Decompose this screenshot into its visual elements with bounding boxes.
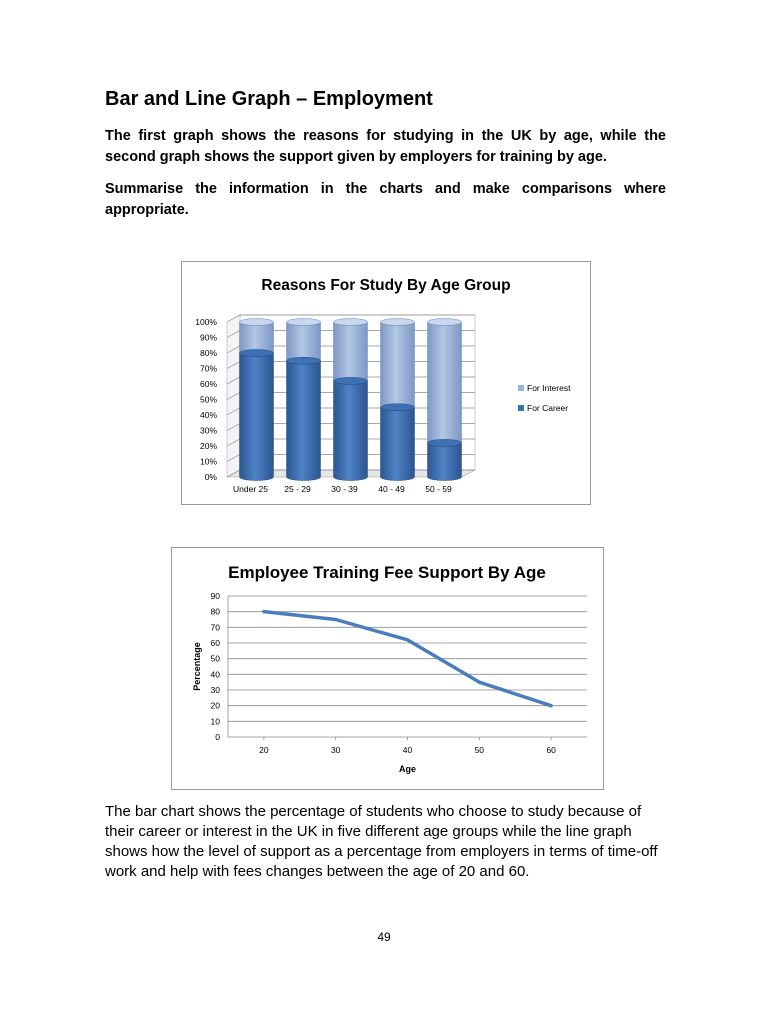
- y-tick-label: 40: [210, 669, 220, 680]
- x-tick-label: 60: [546, 745, 556, 755]
- bar-for-career-50-59: [428, 443, 462, 481]
- y-tick-label: 0: [215, 732, 220, 742]
- task-paragraph: Summarise the information in the charts and make comparisons where appropriate.: [105, 181, 666, 218]
- y-tick-label: 20%: [199, 441, 217, 451]
- x-tick-label: 30 - 39: [331, 484, 358, 494]
- y-tick-label: 60: [210, 638, 220, 648]
- bar-for-interest-top-50-59: [428, 319, 462, 326]
- bar-for-career-40-49: [381, 407, 415, 480]
- data-point: [406, 639, 408, 641]
- x-axis-label: Age: [398, 764, 417, 774]
- bar-for-career-25-29: [287, 361, 321, 481]
- y-tick-label: 90%: [199, 332, 217, 343]
- legend-label-for-interest: For Interest: [527, 383, 571, 393]
- line-chart-canvas: [172, 548, 603, 789]
- chart-title: Employee Training Fee Support By Age: [228, 563, 546, 582]
- legend-swatch-for-interest: [518, 385, 524, 391]
- page-number: 49: [377, 930, 391, 944]
- y-tick-label: 80%: [199, 348, 217, 358]
- page-heading: Bar and Line Graph – Employment: [105, 88, 433, 110]
- data-point: [478, 681, 480, 683]
- bar-for-interest-top-25-29: [287, 319, 321, 326]
- y-tick-label: 100%: [195, 317, 217, 327]
- x-tick-label: 30: [330, 745, 341, 755]
- bar-for-interest-top-under-25: [240, 319, 274, 326]
- x-tick-label: Under 25: [233, 484, 268, 494]
- body-paragraph: The bar chart shows the percentage of students who choose to study because of their career or interest in the UK in five different age groups while the line graph shows how the level of support as a percentage from employers in terms of time-off work and help with fees changes between the age of 20 and 60.: [105, 803, 658, 880]
- bar-for-interest-top-40-49: [381, 319, 415, 326]
- y-tick-label: 40%: [199, 410, 217, 420]
- y-tick-label: 60%: [199, 379, 217, 389]
- y-tick-label: 10%: [199, 456, 217, 467]
- x-tick-label: 25 - 29: [284, 484, 311, 494]
- legend-label-for-career: For Career: [527, 403, 569, 413]
- bar-for-career-top-25-29: [287, 357, 321, 364]
- bar-for-career-top-under-25: [240, 350, 274, 357]
- x-tick-label: 50 - 59: [425, 484, 452, 494]
- intro-paragraph: The first graph shows the reasons for studying in the UK by age, while the second graph shows the support given by employers for training by age.: [105, 128, 666, 165]
- x-tick-label: 20: [259, 745, 269, 755]
- reasons-for-study-chart: [181, 261, 591, 505]
- y-tick-label: 90: [210, 591, 220, 601]
- bar-for-interest-50-59: [428, 322, 462, 446]
- x-tick-label: 50: [474, 745, 485, 755]
- y-tick-label: 80: [210, 606, 220, 617]
- bar-chart-canvas: [182, 262, 590, 504]
- bar-for-interest-40-49: [381, 322, 415, 411]
- data-point: [550, 704, 552, 706]
- x-tick-label: 40: [402, 745, 413, 755]
- legend-swatch-for-career: [518, 405, 524, 411]
- bar-for-interest-top-30-39: [334, 319, 368, 326]
- chart-title: Reasons For Study By Age Group: [261, 277, 511, 294]
- data-point: [263, 610, 265, 612]
- y-tick-label: 70%: [199, 363, 217, 374]
- bar-for-career-under-25: [240, 353, 274, 480]
- y-tick-label: 30: [210, 685, 220, 695]
- data-point: [335, 618, 337, 620]
- bar-for-career-30-39: [334, 381, 368, 481]
- bar-for-career-top-50-59: [428, 439, 462, 446]
- y-tick-label: 30%: [199, 425, 217, 436]
- y-tick-label: 0%: [204, 472, 217, 482]
- y-tick-label: 50: [210, 653, 220, 664]
- y-tick-label: 20: [210, 700, 220, 711]
- bar-for-career-top-40-49: [381, 404, 415, 411]
- y-axis-label: Percentage: [192, 642, 202, 691]
- training-support-chart: [171, 547, 604, 790]
- y-tick-label: 50%: [199, 394, 217, 405]
- bar-for-interest-30-39: [334, 322, 368, 384]
- x-tick-label: 40 - 49: [378, 484, 405, 494]
- y-tick-label: 70: [210, 622, 220, 633]
- y-tick-label: 10: [210, 716, 220, 727]
- bar-for-career-top-30-39: [334, 377, 368, 384]
